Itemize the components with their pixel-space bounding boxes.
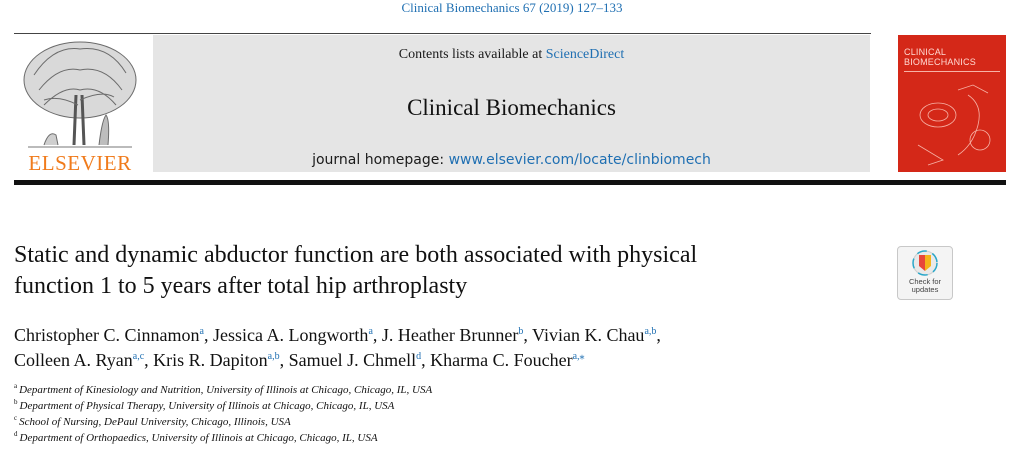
affiliation-item: $^b$ Department of Physical Therapy, University of Illinois at Chicago, Chicago, IL, USA (14, 398, 395, 412)
author[interactable]: Kris R. Dapiton$^{a,b}$ (153, 350, 280, 370)
check-updates-icon (898, 247, 952, 279)
cover-illustration (898, 35, 1006, 172)
affiliation-item: $^a$ Department of Kinesiology and Nutrition, University of Illinois at Chicago, Chicago, IL, USA (14, 382, 433, 396)
author[interactable]: Vivian K. Chau$^{a,b}$ (532, 325, 657, 345)
affiliation-list (14, 382, 914, 446)
contents-prefix: Contents lists available at (398, 47, 543, 62)
author[interactable]: J. Heather Brunner$^b$ (381, 325, 524, 345)
journal-citation[interactable]: Clinical Biomechanics 67 (2019) 127–133 (401, 0, 623, 15)
journal-homepage-line (153, 152, 870, 168)
author[interactable]: Kharma C. Foucher$^{a,⁎}$ (430, 350, 585, 370)
journal-header-banner (153, 35, 870, 172)
homepage-link[interactable]: www.elsevier.com/locate/clinbiomech (448, 152, 711, 168)
sciencedirect-link[interactable]: ScienceDirect (545, 47, 625, 62)
cover-title-line1: CLINICAL (904, 47, 947, 57)
affiliation-item: $^d$ Department of Orthopaedics, University of Illinois at Chicago, Chicago, IL, USA (14, 430, 378, 444)
check-for-updates-button[interactable] (897, 246, 953, 300)
journal-title: Clinical Biomechanics (407, 95, 616, 120)
contents-available-line (153, 47, 870, 63)
article-title-line1: Static and dynamic abductor function are both associated with physical (14, 242, 698, 268)
journal-cover-thumbnail[interactable] (898, 35, 1006, 172)
article-title-line2: function 1 to 5 years after total hip arthroplasty (14, 273, 468, 299)
top-divider (14, 33, 871, 34)
header-bottom-rule (14, 180, 1006, 185)
check-updates-line2: updates (911, 285, 939, 294)
check-updates-label (898, 278, 952, 294)
author[interactable]: Colleen A. Ryan$^{a,c}$ (14, 350, 145, 370)
author[interactable]: Samuel J. Chmell$^d$ (288, 350, 422, 370)
article-title (14, 240, 874, 302)
author[interactable]: Jessica A. Longworth$^a$ (212, 325, 373, 345)
affiliation-item: $^c$ School of Nursing, DePaul University, Chicago, Illinois, USA (14, 414, 291, 428)
check-updates-line1: Check for (908, 277, 942, 286)
cover-title-line2: BIOMECHANICS (904, 57, 976, 67)
elsevier-wordmark[interactable]: ELSEVIER (28, 151, 132, 175)
homepage-prefix: journal homepage: (312, 152, 445, 168)
author[interactable]: Christopher C. Cinnamon$^a$ (14, 325, 204, 345)
author-list: Christopher C. Cinnamon$^a$, Jessica A. Longworth$^a$, J. Heather Brunner$^b$, Vivian K. Chau$^{a,b}$, Colleen A. Ryan$^{a,c}$, Kris R. Dapiton$^{a,b}$, Samuel J. Chmell$^d$, Kharma C. Foucher$^{a,⁎}$ (14, 325, 661, 370)
